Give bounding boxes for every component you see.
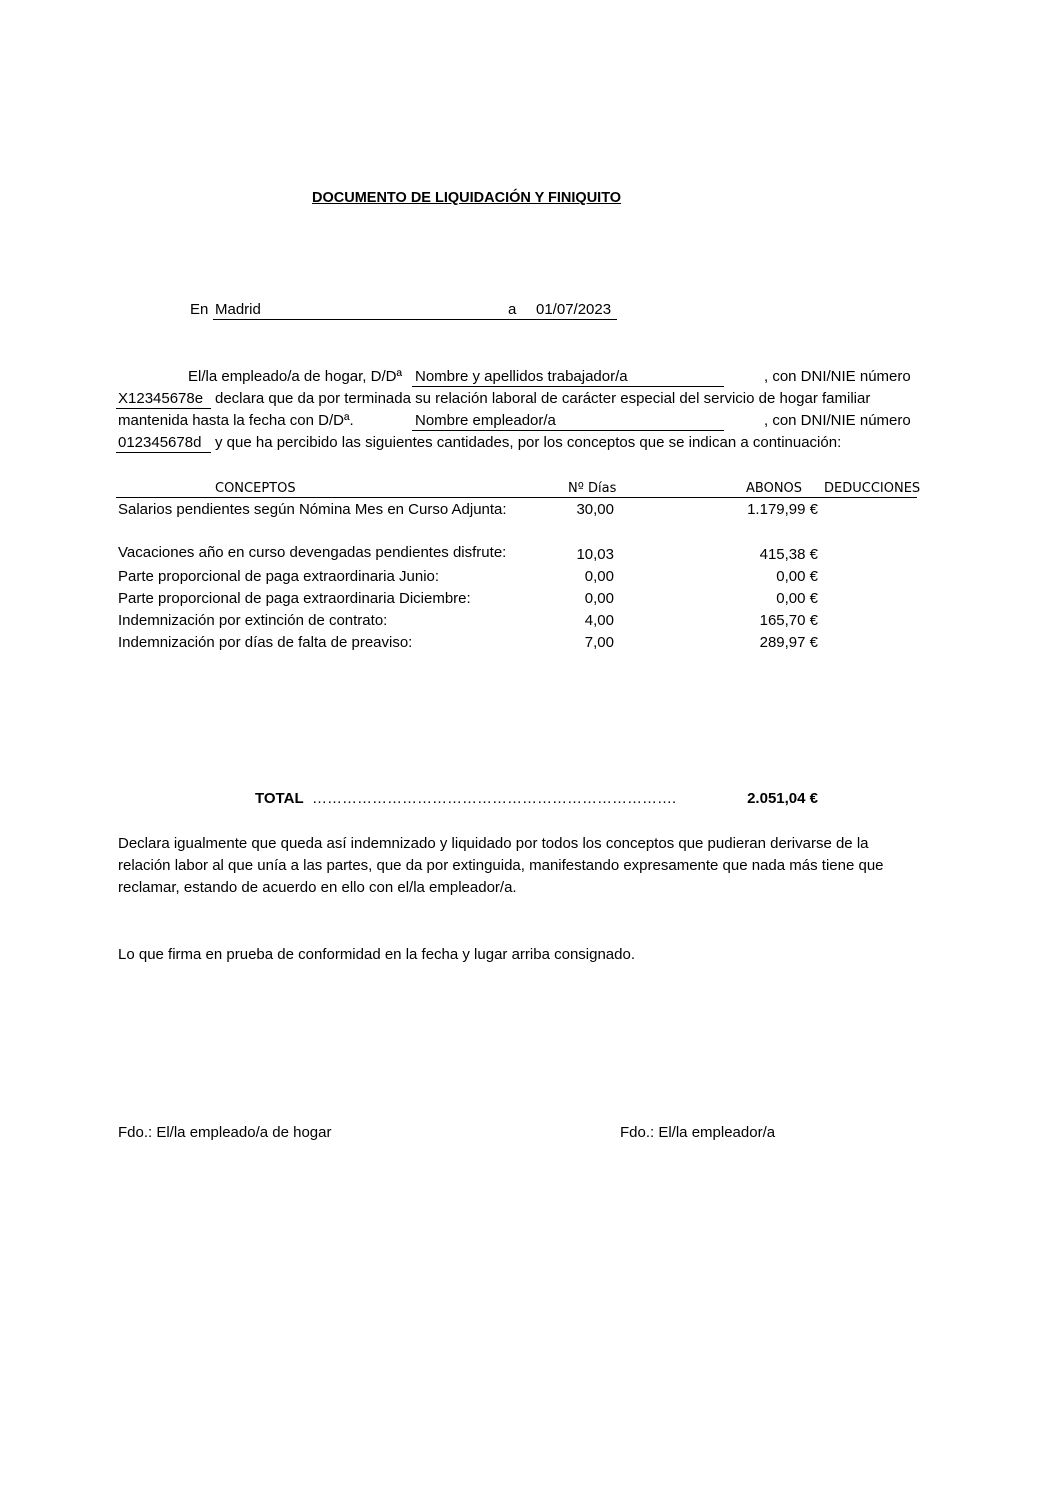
row-amount: 0,00 €: [776, 590, 818, 607]
total-leader-dots: ……………………………………………………………….: [312, 790, 677, 807]
conformity-statement: Lo que firma en prueba de conformidad en la fecha y lugar arriba consignado.: [118, 946, 635, 963]
row-amount: 289,97 €: [759, 634, 818, 651]
row-concept: Indemnización por días de falta de preaviso:: [118, 634, 413, 651]
row-days: 0,00: [584, 590, 614, 607]
row-concept: Vacaciones año en curso devengadas pendientes disfrute:: [118, 544, 507, 561]
table-header-rule: [116, 497, 917, 498]
row-days: 7,00: [584, 634, 614, 651]
header-deductions: DEDUCCIONES: [824, 481, 921, 496]
employer-name: Nombre empleador/a: [415, 412, 556, 429]
declaration-line1-prefix: El/la empleado/a de hogar, D/Dª: [188, 368, 403, 385]
header-concepts: CONCEPTOS: [215, 481, 296, 496]
place-label: En: [190, 301, 209, 318]
header-credits: ABONOS: [746, 481, 803, 496]
row-concept: Parte proporcional de paga extraordinaria Diciembre:: [118, 590, 471, 607]
signature-employee: Fdo.: El/la empleado/a de hogar: [118, 1124, 332, 1141]
row-amount: 415,38 €: [759, 546, 818, 563]
declaration-line3-prefix: mantenida hasta la fecha con D/Dª.: [118, 412, 354, 429]
row-concept: Salarios pendientes según Nómina Mes en Curso Adjunta:: [118, 501, 507, 518]
closing-line1: Declara igualmente que queda así indemnizado y liquidado por todos los conceptos que pudieran derivarse de la: [118, 835, 869, 852]
employer-id-field: [116, 434, 211, 453]
declaration-line3-suffix: , con DNI/NIE número: [764, 412, 911, 429]
employee-id: X12345678e: [118, 390, 204, 407]
closing-line3: reclamar, estando de acuerdo en ello con el/la empleador/a.: [118, 879, 517, 896]
row-days: 10,03: [576, 546, 614, 563]
row-amount: 1.179,99 €: [747, 501, 818, 518]
row-concept: Indemnización por extinción de contrato:: [118, 612, 388, 629]
header-days: Nº Días: [568, 481, 617, 496]
employee-name-field: [412, 368, 724, 387]
date-value: 01/07/2023: [536, 301, 612, 318]
place-value: Madrid: [215, 301, 261, 318]
row-days: 0,00: [584, 568, 614, 585]
row-concept: Parte proporcional de paga extraordinaria Junio:: [118, 568, 440, 585]
date-label: a: [508, 301, 517, 318]
place-date-field: [213, 301, 617, 320]
signature-employer: Fdo.: El/la empleador/a: [620, 1124, 776, 1141]
row-days: 30,00: [576, 501, 614, 518]
declaration-line2: declara que da por terminada su relación laboral de carácter especial del servicio de hogar familiar: [215, 390, 871, 407]
document-title: DOCUMENTO DE LIQUIDACIÓN Y FINIQUITO: [312, 190, 622, 206]
employee-id-field: [116, 390, 211, 409]
employee-name: Nombre y apellidos trabajador/a: [415, 368, 628, 385]
total-label: TOTAL: [255, 790, 304, 807]
closing-line2: relación labor al que unía a las partes, que da por extinguida, manifestando expresamente que nada más tiene que: [118, 857, 884, 874]
declaration-line1-suffix: , con DNI/NIE número: [764, 368, 911, 385]
row-amount: 165,70 €: [759, 612, 818, 629]
total-value: 2.051,04 €: [747, 790, 818, 807]
row-amount: 0,00 €: [776, 568, 818, 585]
row-days: 4,00: [584, 612, 614, 629]
employer-name-field: [412, 412, 724, 431]
employer-id: 012345678d: [118, 434, 202, 451]
declaration-line4: y que ha percibido las siguientes cantidades, por los conceptos que se indican a continuación:: [215, 434, 842, 451]
